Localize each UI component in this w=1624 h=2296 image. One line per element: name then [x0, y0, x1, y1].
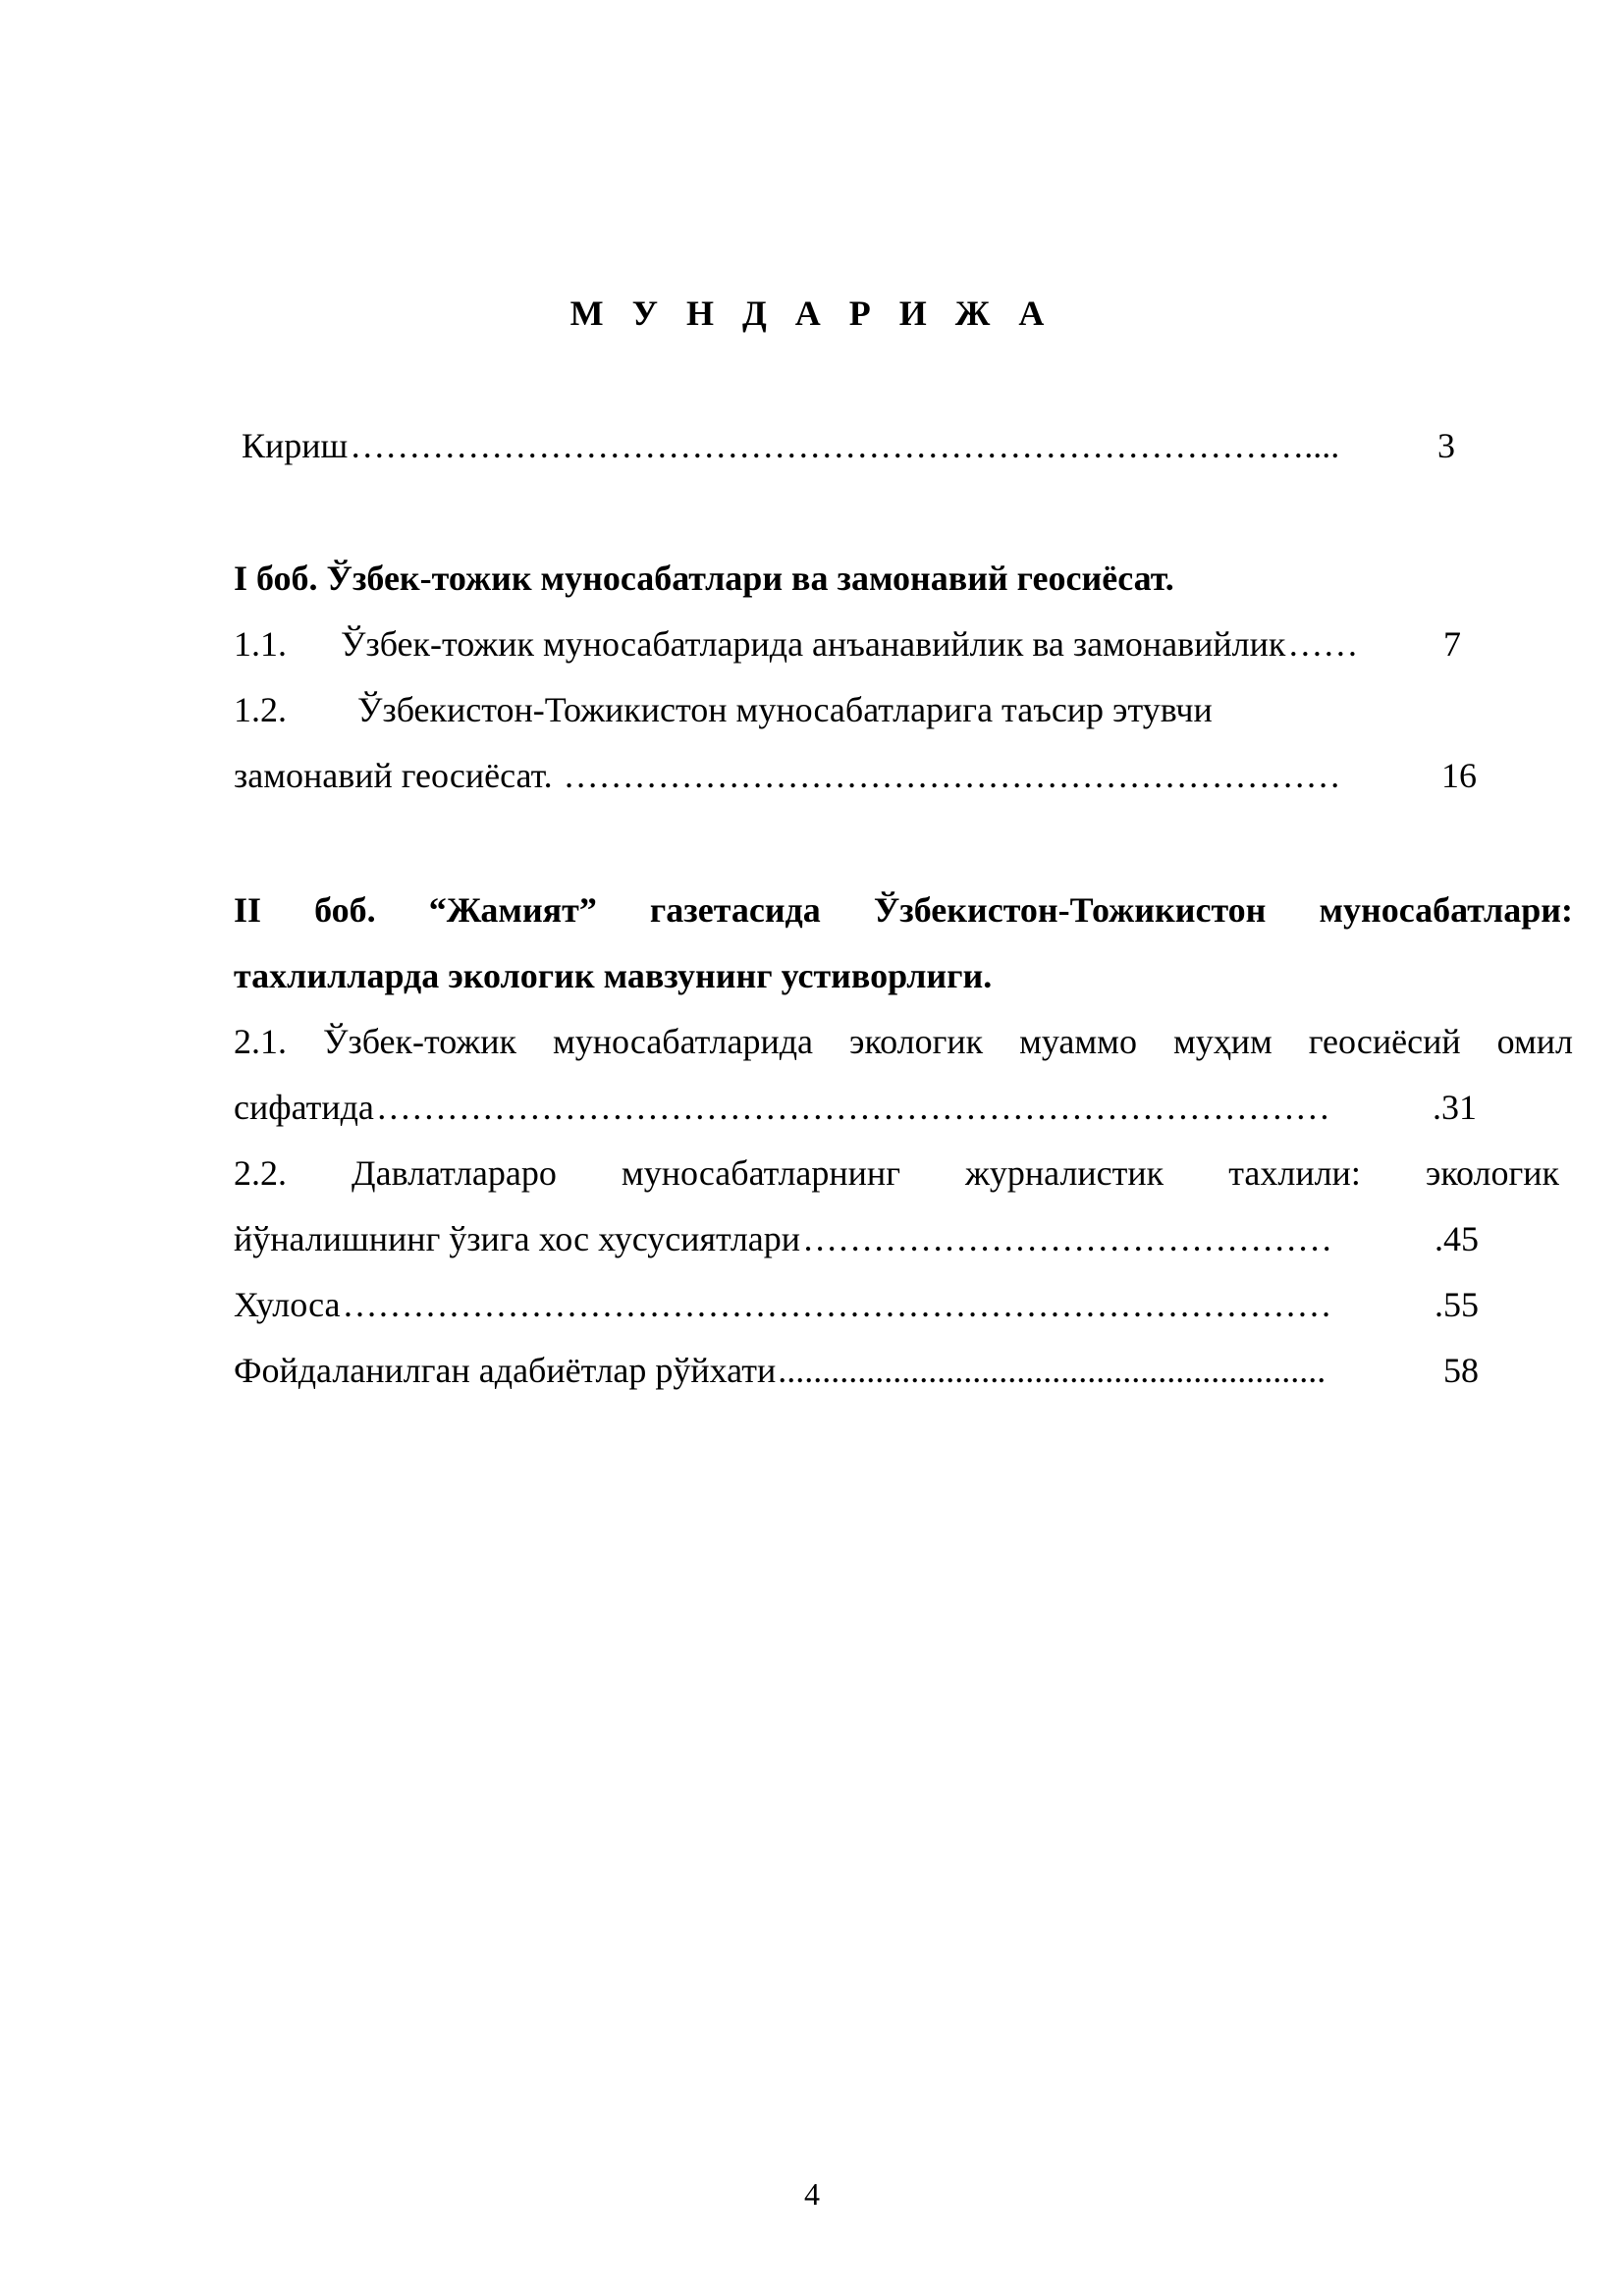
toc-word: геосиёсий — [1308, 1022, 1461, 1061]
chapter-heading-2-line2: тахлилларда экологик мавзунинг устиворлиги. — [234, 956, 993, 995]
dot-leader: ……………………………………… — [802, 1219, 1333, 1258]
toc-entry-label: сифатида — [234, 1088, 374, 1127]
toc-entry-label: Фойдаланилган адабиётлар рўйхати — [234, 1351, 777, 1390]
toc-entry-2-1-line1[interactable] — [234, 1018, 1573, 1065]
heading-word: газетасида — [649, 890, 821, 930]
heading-word: муносабатлари: — [1319, 890, 1573, 930]
toc-entry-1-1[interactable] — [234, 620, 1461, 667]
chapter-heading-1: I боб. Ўзбек-тожик муносабатлари ва замонавий геосиёсат. — [234, 559, 1174, 598]
toc-word: Давлатлараро — [352, 1153, 557, 1193]
toc-entry-intro[interactable] — [242, 422, 1455, 469]
toc-word: муаммо — [1019, 1022, 1137, 1061]
toc-word: журналистик — [965, 1153, 1164, 1193]
heading-word: боб. — [314, 890, 376, 930]
heading-word: II — [234, 890, 262, 930]
toc-entry-label: Ўзбек-тожик муносабатларида анъанавийлик ва замонавийлик — [341, 624, 1286, 664]
toc-page-number: .31 — [1433, 1088, 1477, 1127]
heading-word: “Жамият” — [428, 890, 597, 930]
dot-leader: ………………………………………………………………………… — [342, 1285, 1332, 1324]
page-number: 4 — [804, 2176, 820, 2212]
toc-entry-2-2-line1[interactable] — [234, 1149, 1559, 1197]
toc-word: экологик — [1425, 1153, 1559, 1193]
toc-word: муносабатларнинг — [621, 1153, 900, 1193]
toc-entry-label: йўналишнинг ўзига хос хусусиятлари — [234, 1219, 801, 1258]
toc-entry-label: Хулоса — [234, 1285, 341, 1324]
toc-word: муҳим — [1172, 1022, 1272, 1061]
dot-leader: ……………………………………………………………………….... — [350, 426, 1340, 465]
toc-entry-1-2-line1[interactable] — [234, 686, 1573, 733]
page-title: М У Н Д А Р И Ж А — [569, 294, 1055, 333]
toc-page-number: 7 — [1443, 624, 1461, 664]
dot-leader: ………………………………………………………… — [563, 756, 1341, 795]
section-number: 1.1. — [234, 624, 287, 664]
toc-entry-conclusion[interactable] — [234, 1281, 1479, 1328]
chapter-heading-2-line1 — [234, 886, 1573, 934]
toc-entry-references[interactable] — [234, 1347, 1479, 1394]
toc-entry-2-2-line2[interactable] — [234, 1215, 1479, 1262]
toc-word: Ўзбек-тожик — [322, 1022, 516, 1061]
toc-entry-2-1-line2[interactable] — [234, 1084, 1477, 1131]
toc-entry-label: Кириш — [242, 426, 349, 465]
section-number: 2.1. — [234, 1022, 287, 1061]
heading-word: Ўзбекистон-Тожикистон — [873, 890, 1267, 930]
toc-word: муносабатларида — [552, 1022, 814, 1061]
toc-word: экологик — [849, 1022, 984, 1061]
toc-entry-label: замонавий геосиёсат. — [234, 756, 562, 795]
toc-entry-label: Ўзбекистон-Тожикистон муносабатларига таъсир этувчи — [357, 690, 1213, 729]
section-number: 2.2. — [234, 1153, 287, 1193]
section-number: 1.2. — [234, 690, 287, 729]
toc-word: тахлили: — [1228, 1153, 1361, 1193]
toc-page-number: .45 — [1435, 1219, 1479, 1258]
toc-page-number: 3 — [1437, 426, 1455, 465]
dot-leader: …… — [1287, 624, 1359, 664]
toc-page-number: 16 — [1441, 756, 1477, 795]
toc-word: омил — [1496, 1022, 1573, 1061]
dot-leader: .............................................................. — [778, 1351, 1326, 1390]
toc-page-number: 58 — [1443, 1351, 1479, 1390]
toc-page-number: .55 — [1435, 1285, 1479, 1324]
dot-leader: ……………………………………………………………………… — [375, 1088, 1330, 1127]
toc-entry-1-2-line2[interactable] — [234, 752, 1477, 799]
